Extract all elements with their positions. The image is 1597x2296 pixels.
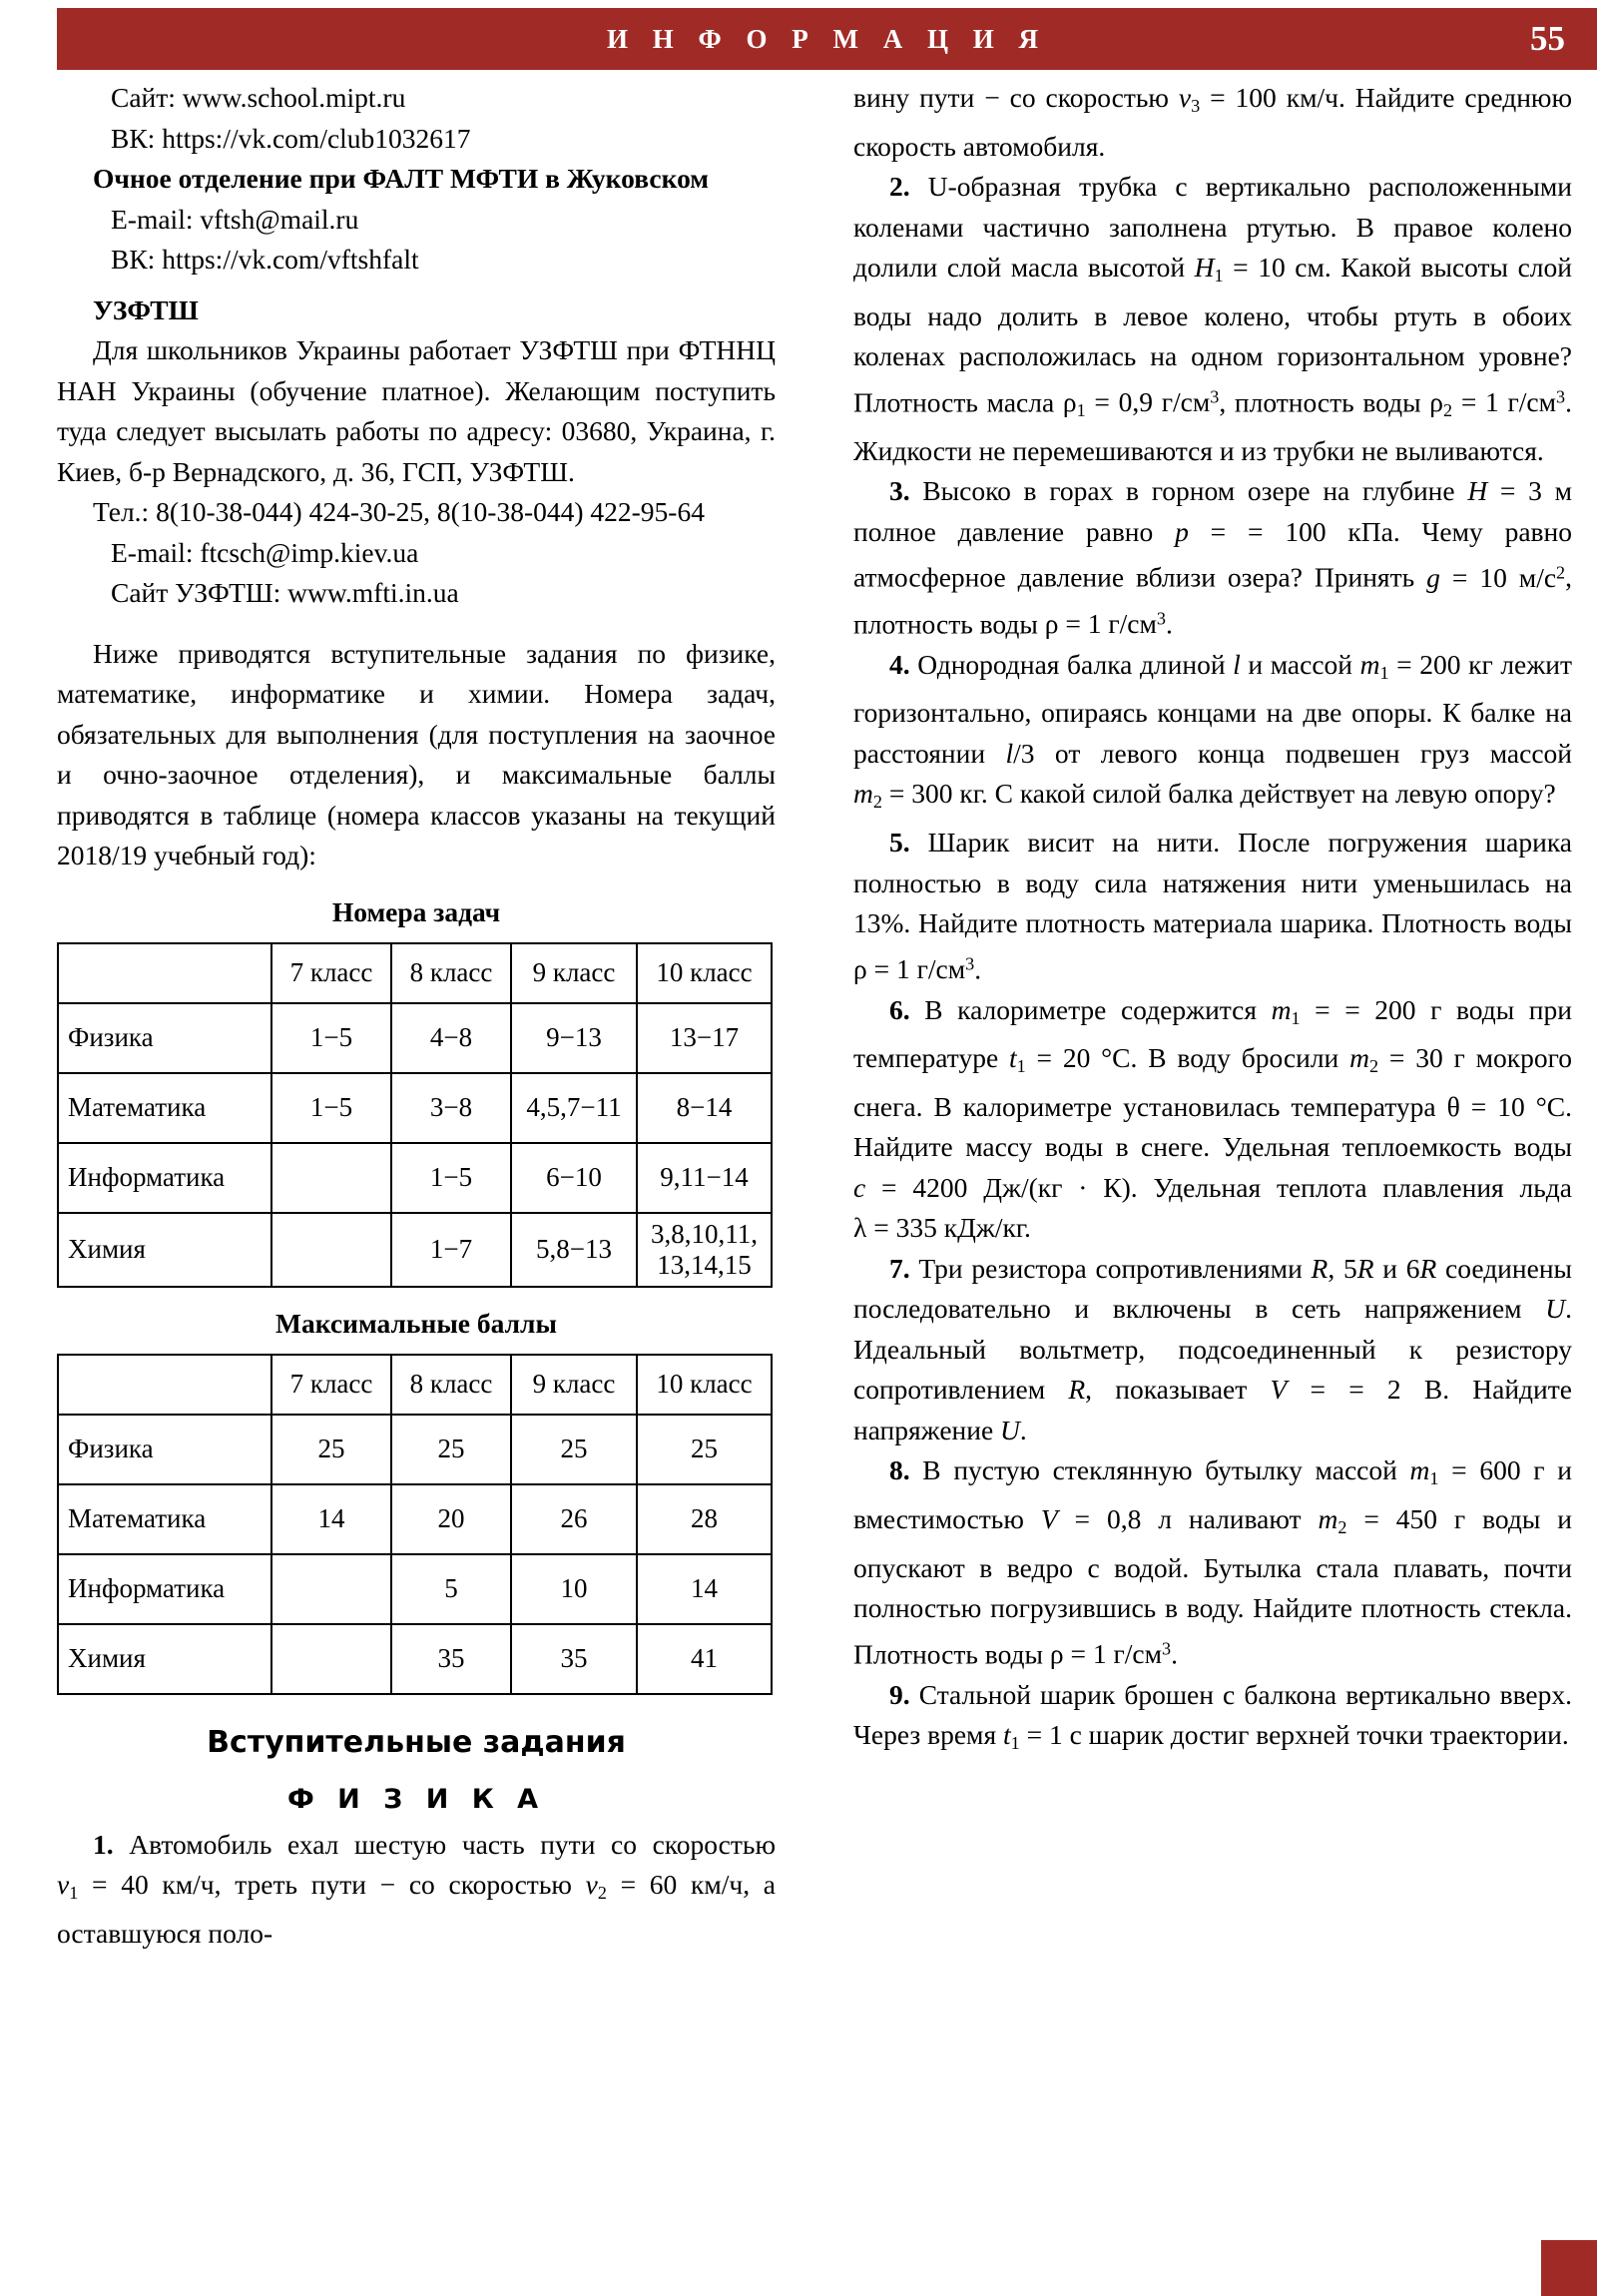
problem-4: 4. Однородная балка длиной l и массой $m_1 = 200$ кг лежит горизонтально, опираясь концами на две опоры. К балке на расстоянии l/3 от левого конца подвешен груз массой $m_2 = 300$ кг. С какой силой балка действует на левую опору? xyxy=(853,648,1572,813)
table-1-cell-2-1: 1−5 xyxy=(391,1143,511,1213)
table-2-row-0-subject: Физика xyxy=(58,1415,271,1484)
uzftsh-email: E-mail: ftcsch@imp.kiev.ua xyxy=(111,536,419,568)
problem-5: 5. Шарик висит на нити. После погружения шарика полностью в воду сила натяжения нити уменьшилась на 13%. Найдите плотность материала шарика. Плотность воды ρ = 1 $г/см^3$. xyxy=(853,827,1572,985)
problem-6-number: 6. xyxy=(889,993,910,1025)
table-2-col-2: 8 класс xyxy=(391,1355,511,1415)
table-row xyxy=(58,1003,772,1073)
table-1-row-1-subject: Математика xyxy=(58,1073,271,1143)
table-1-row-0-subject: Физика xyxy=(58,1003,271,1073)
table-2-col-1: 7 класс xyxy=(271,1355,391,1415)
falt-heading: Очное отделение при ФАЛТ МФТИ в Жуковском xyxy=(93,163,710,194)
page-body xyxy=(0,78,1597,2289)
uzftsh-phone: Тел.: 8(10-38-044) 424-30-25, 8(10-38-044) 422-95-64 xyxy=(93,496,705,527)
table-2-cell-1-2: 26 xyxy=(511,1484,637,1554)
table-1-cell-1-0: 1−5 xyxy=(271,1073,391,1143)
problem-3-number: 3. xyxy=(889,475,910,507)
problem-1-continuation: вину пути − со скоростью $v_3 = 100$ км/ч. Найдите среднюю скорость автомобиля. xyxy=(853,82,1573,162)
table-1-cell-3-0 xyxy=(271,1213,391,1287)
table-problem-numbers xyxy=(57,942,773,1288)
table-2-cell-2-3: 14 xyxy=(637,1554,772,1624)
table-2-cell-0-3: 25 xyxy=(637,1415,772,1484)
problem-1-start: 1. Автомобиль ехал шестую часть пути со скоростью $v_1 = 40$ км/ч, треть пути − со скоростью $v_2 = 60$ км/ч, а оставшуюся поло- xyxy=(57,1828,777,1949)
problem-7-number: 7. xyxy=(889,1252,910,1284)
problem-2: 2. U-образная трубка с вертикально расположенными коленами частично заполнена ртутью. В правое колено долили слой масла высотой $H_1 = 10$ см. Какой высоты слой воды надо долить в левое колено, чтобы ртуть в обоих коленах расположилась на одном горизонтальном уровне? Плотность масла $\rho_1 = 0,9$ $г/см^3$, плотность воды $\rho_2 = 1$ $г/см^3$. Жидкости не перемешиваются и из трубки не выливаются. xyxy=(853,171,1572,466)
table-2-col-0 xyxy=(58,1355,271,1415)
problem-8: 8. В пустую стеклянную бутылку массой $m_1 = 600$ г и вместимостью V = 0,8 л наливают $m_2 = 450$ г воды и опускают в ведро с водой. Бутылка стала плавать, почти полностью погрузившись в воду. Найдите плотность стекла. Плотность воды ρ = 1 $г/см^3$. xyxy=(853,1454,1572,1670)
table-max-scores xyxy=(57,1354,773,1695)
entry-tasks-heading: Вступительные задания xyxy=(207,1724,626,1760)
right-column xyxy=(853,78,1572,1764)
table-2-cell-1-1: 20 xyxy=(391,1484,511,1554)
table-1-row-3-subject: Химия xyxy=(58,1213,271,1287)
problem-1-number: 1. xyxy=(93,1828,114,1860)
table-1-cell-2-3: 9,11−14 xyxy=(637,1143,772,1213)
uzftsh-heading: УЗФТШ xyxy=(93,293,199,325)
page-header-title: И Н Ф О Р М А Ц И Я xyxy=(607,23,1047,54)
table-1-cell-0-0: 1−5 xyxy=(271,1003,391,1073)
table-row xyxy=(58,1415,772,1484)
falt-email-line: E-mail: vftsh@mail.ru xyxy=(111,203,359,235)
table-row xyxy=(58,1484,772,1554)
table-1-caption: Номера задач xyxy=(331,895,501,927)
table-header-row xyxy=(58,1355,772,1415)
table-1-cell-0-1: 4−8 xyxy=(391,1003,511,1073)
problem-7: 7. Три резистора сопротивлениями R, 5R и 6R соединены последовательно и включены в сеть напряжением U. Идеальный вольтметр, подсоединенный к резистору сопротивлением R, показывает V = = 2 В. Найдите напряжение U. xyxy=(853,1252,1573,1445)
problem-4-number: 4. xyxy=(889,648,910,680)
table-row xyxy=(58,1073,772,1143)
table-2-cell-1-3: 28 xyxy=(637,1484,772,1554)
table-1-cell-3-3: 3,8,10,11, 13,14,15 xyxy=(637,1213,772,1287)
table-row xyxy=(58,1554,772,1624)
table-1-col-2: 8 класс xyxy=(391,943,511,1003)
table-header-row xyxy=(58,943,772,1003)
table-2-col-3: 9 класс xyxy=(511,1355,637,1415)
physics-heading: Ф И З И К А xyxy=(286,1783,546,1815)
table-2-caption: Максимальные баллы xyxy=(275,1307,557,1339)
table-1-cell-1-1: 3−8 xyxy=(391,1073,511,1143)
uzftsh-paragraph: Для школьников Украины работает УЗФТШ при ФТННЦ НАН Украины (обучение платное). Желающим поступить туда следует высылать работы по адресу: 03680, Украина, г. Киев, б-р Вернадского, д. 36, ГСП, УЗФТШ. xyxy=(57,334,776,487)
table-2-row-2-subject: Информатика xyxy=(58,1554,271,1624)
table-2-cell-1-0: 14 xyxy=(271,1484,391,1554)
table-row xyxy=(58,1624,772,1694)
table-1-col-4: 10 класс xyxy=(637,943,772,1003)
table-1-cell-0-2: 9−13 xyxy=(511,1003,637,1073)
problem-3: 3. Высоко в горах в горном озере на глубине H = 3 м полное давление равно p = = 100 кПа. Чему равно атмосферное давление вблизи озера? Принять g = 10 $м/с^2$, плотность воды ρ = 1 $г/см^3$. xyxy=(853,475,1573,640)
table-2-row-3-subject: Химия xyxy=(58,1624,271,1694)
table-1-cell-2-2: 6−10 xyxy=(511,1143,637,1213)
table-2-cell-3-3: 41 xyxy=(637,1624,772,1694)
table-2-cell-0-1: 25 xyxy=(391,1415,511,1484)
table-1-col-3: 9 класс xyxy=(511,943,637,1003)
table-1-row-2-subject: Информатика xyxy=(58,1143,271,1213)
table-2-cell-0-0: 25 xyxy=(271,1415,391,1484)
table-1-col-0 xyxy=(58,943,271,1003)
table-2-col-4: 10 класс xyxy=(637,1355,772,1415)
table-2-cell-2-1: 5 xyxy=(391,1554,511,1624)
falt-vk-line: ВК: https://vk.com/vftshfalt xyxy=(111,244,419,275)
table-row xyxy=(58,1213,772,1287)
table-2-cell-3-0 xyxy=(271,1624,391,1694)
table-1-col-1: 7 класс xyxy=(271,943,391,1003)
problem-9: 9. Стальной шарик брошен с балкона вертикально вверх. Через время $t_1 = 1$ с шарик достиг верхней точки траектории. xyxy=(853,1678,1572,1754)
mipt-site-line: Сайт: www.school.mipt.ru xyxy=(111,82,406,113)
table-row xyxy=(58,1143,772,1213)
problem-5-number: 5. xyxy=(889,827,910,858)
table-1-cell-3-1: 1−7 xyxy=(391,1213,511,1287)
intro-paragraph: Ниже приводятся вступительные задания по физике, математике, информатике и химии. Номера задач, обязательных для выполнения (для поступления на заочное и очно-заочное отделения), и максимальные баллы приводятся в таблице (номера классов указаны на текущий 2018/19 учебный год): xyxy=(57,637,776,870)
table-2-cell-3-1: 35 xyxy=(391,1624,511,1694)
problem-6: 6. В калориметре содержится $m_1$ = = 200 г воды при температуре $t_1 = 20$ °C. В воду бросили $m_2 = 30$ г мокрого снега. В калориметре установилась температура θ = 10 °C. Найдите массу воды в снеге. Удельная теплоемкость воды c = 4200 Дж/(кг · К). Удельная теплота плавления льда λ = 335 кДж/кг. xyxy=(853,993,1572,1244)
table-2-cell-2-0 xyxy=(271,1554,391,1624)
table-2-cell-3-2: 35 xyxy=(511,1624,637,1694)
problem-2-number: 2. xyxy=(889,171,910,203)
left-column xyxy=(57,78,776,1954)
mipt-vk-line: ВК: https://vk.com/club1032617 xyxy=(111,122,471,154)
uzftsh-site: Сайт УЗФТШ: www.mfti.in.ua xyxy=(111,577,459,608)
table-1-cell-2-0 xyxy=(271,1143,391,1213)
corner-mark xyxy=(1541,2240,1597,2296)
table-2-cell-0-2: 25 xyxy=(511,1415,637,1484)
problem-8-number: 8. xyxy=(889,1454,910,1486)
table-2-cell-2-2: 10 xyxy=(511,1554,637,1624)
page-header-band xyxy=(57,8,1597,70)
table-1-cell-1-3: 8−14 xyxy=(637,1073,772,1143)
problem-9-number: 9. xyxy=(889,1678,910,1710)
page-number: 55 xyxy=(1530,19,1565,58)
table-2-row-1-subject: Математика xyxy=(58,1484,271,1554)
table-1-cell-0-3: 13−17 xyxy=(637,1003,772,1073)
table-1-cell-1-2: 4,5,7−11 xyxy=(511,1073,637,1143)
table-1-cell-3-2: 5,8−13 xyxy=(511,1213,637,1287)
